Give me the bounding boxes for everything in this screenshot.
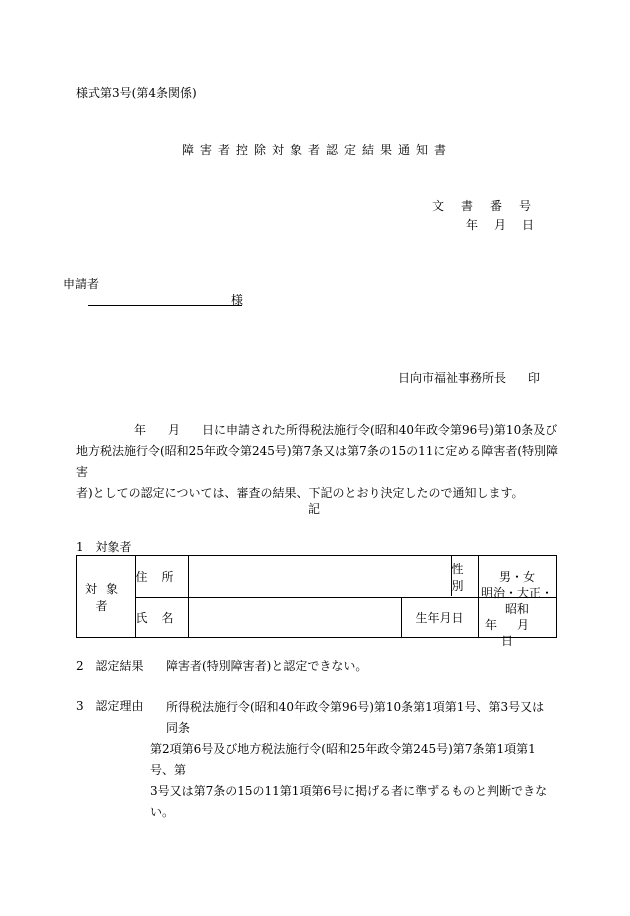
notice-body-line2: 地方税法施行令(昭和25年政令第245号)第7条又は第7条の15の11に定める障害者(特別障害	[76, 444, 559, 479]
dob-field[interactable]	[478, 586, 556, 648]
applicant-label: 申請者	[63, 277, 100, 291]
form-number: 様式第3号(第4条関係)	[76, 86, 197, 100]
applicant-name-line	[88, 305, 242, 306]
section3-line2: 第2項第6号及び地方税法施行令(昭和25年政令第245号)第7条第1項第1号、第	[150, 742, 536, 777]
notice-body-line1: 年 月 日に申請された所得税法施行令(昭和40年政令第96号)第10条及び	[134, 423, 558, 437]
era-options: 明治・大正・昭和	[480, 586, 553, 616]
notice-body	[76, 420, 560, 504]
seal-mark: 印	[528, 371, 541, 385]
name-field[interactable]	[188, 597, 401, 637]
sex-label: 性別	[451, 561, 478, 593]
subject-header: 対象者	[84, 581, 127, 613]
honorific: 様	[231, 293, 244, 307]
issuer-name: 日向市福祉事務所長	[398, 371, 507, 385]
document-number-label: 文書番号	[432, 199, 549, 213]
section3-text	[150, 697, 556, 823]
address-label: 住所	[135, 570, 188, 584]
ki-heading: 記	[308, 502, 321, 516]
notice-body-line3: 者)としての認定については、審査の結果、下記のとおり決定したので通知します。	[76, 486, 524, 500]
dob-ymd: 年月日	[484, 618, 549, 648]
section2-label: 2 認定結果	[76, 659, 144, 673]
section2-text: 障害者(特別障害者)と認定できない。	[166, 659, 368, 673]
document-title: 障害者控除対象者認定結果通知書	[182, 143, 453, 157]
blank-month: 月	[168, 423, 181, 437]
name-label: 氏名	[135, 610, 188, 625]
section3-line1: 所得税法施行令(昭和40年政令第96号)第10条第1項第1号、第3号又は同条	[166, 700, 545, 735]
date-label: 年月日	[466, 218, 551, 232]
sex-options[interactable]: 男・女	[498, 570, 535, 584]
subject-table	[76, 555, 557, 648]
address-field[interactable]	[188, 556, 451, 597]
section3-label: 3 認定理由	[76, 699, 144, 713]
section3-line3: 3号又は第7条の15の11第1項第6号に掲げる者に準ずるものと判断できない。	[150, 784, 548, 819]
dob-label: 生年月日	[415, 610, 464, 625]
section1-label: 1 対象者	[76, 540, 132, 554]
blank-year: 年	[134, 423, 147, 437]
